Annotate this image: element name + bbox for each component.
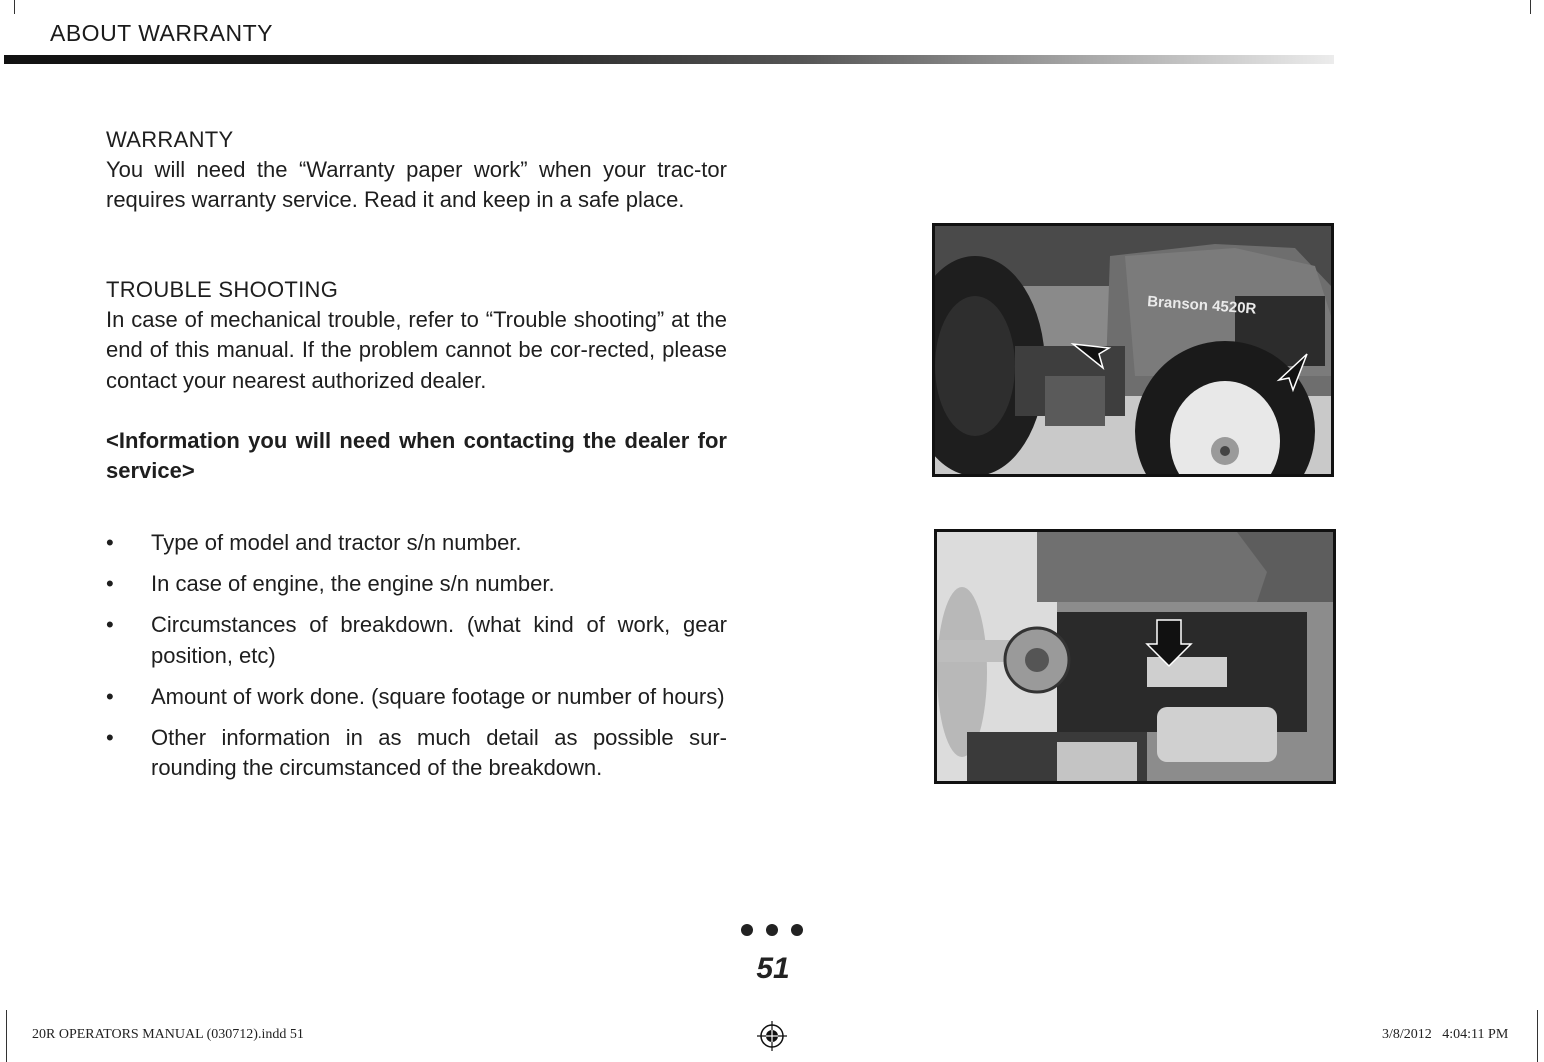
bullet-marker: • [106, 683, 114, 709]
crop-mark-top-right [1530, 0, 1531, 14]
trouble-heading: TROUBLE SHOOTING [106, 277, 339, 302]
print-slug-filename: 20R OPERATORS MANUAL (030712).indd 51 [32, 1027, 304, 1042]
warranty-text: You will need the “Warranty paper work” when your trac-tor requires warranty service. Read it and keep in a safe place. [106, 157, 727, 213]
page-ornament-dots [741, 923, 816, 941]
info-heading: <Information you will need when contacting the dealer for service> [106, 428, 727, 484]
bullet-marker: • [106, 530, 114, 555]
section-title: ABOUT WARRANTY [50, 20, 273, 46]
bullet-marker: • [106, 571, 114, 597]
tractor-model-label: Branson 4520R [1146, 293, 1257, 318]
bullet-marker: • [106, 725, 114, 751]
list-item [106, 569, 727, 599]
registration-mark-icon [757, 1021, 787, 1051]
list-item [106, 610, 727, 670]
list-item [106, 682, 727, 712]
trouble-text: In case of mechanical trouble, refer to “Trouble shooting” at the end of this manual. If the problem cannot be cor-rected, please contact your nearest authorized dealer. [106, 307, 727, 393]
warranty-section [106, 125, 727, 216]
list-item [106, 723, 727, 783]
crop-mark-bottom-right [1537, 1010, 1538, 1062]
warranty-heading: WARRANTY [106, 127, 234, 152]
trouble-section [106, 275, 727, 396]
header-rule [4, 55, 1334, 64]
list-item-text: In case of engine, the engine s/n number. [151, 571, 555, 597]
list-item-text: Other information in as much detail as possible sur-rounding the circumstanced of the breakdown. [151, 725, 727, 781]
engine-photo [934, 529, 1336, 784]
tractor-illustration [935, 226, 1331, 474]
bullet-marker: • [106, 612, 114, 638]
list-item-text: Amount of work done. (square footage or number of hours) [151, 683, 725, 709]
page-number: 51 [756, 952, 790, 985]
info-bullet-list [106, 528, 727, 794]
engine-illustration [937, 532, 1333, 781]
list-item [106, 528, 727, 558]
info-section [106, 426, 727, 486]
tractor-side-photo [932, 223, 1334, 477]
list-item-text: Circumstances of breakdown. (what kind of work, gear position, etc) [151, 612, 727, 668]
crop-mark-top-left [14, 0, 15, 14]
crop-mark-bottom-left [6, 1010, 7, 1062]
print-slug-timestamp: 3/8/2012 4:04:11 PM [1382, 1027, 1509, 1042]
list-item-text: Type of model and tractor s/n number. [151, 530, 522, 555]
